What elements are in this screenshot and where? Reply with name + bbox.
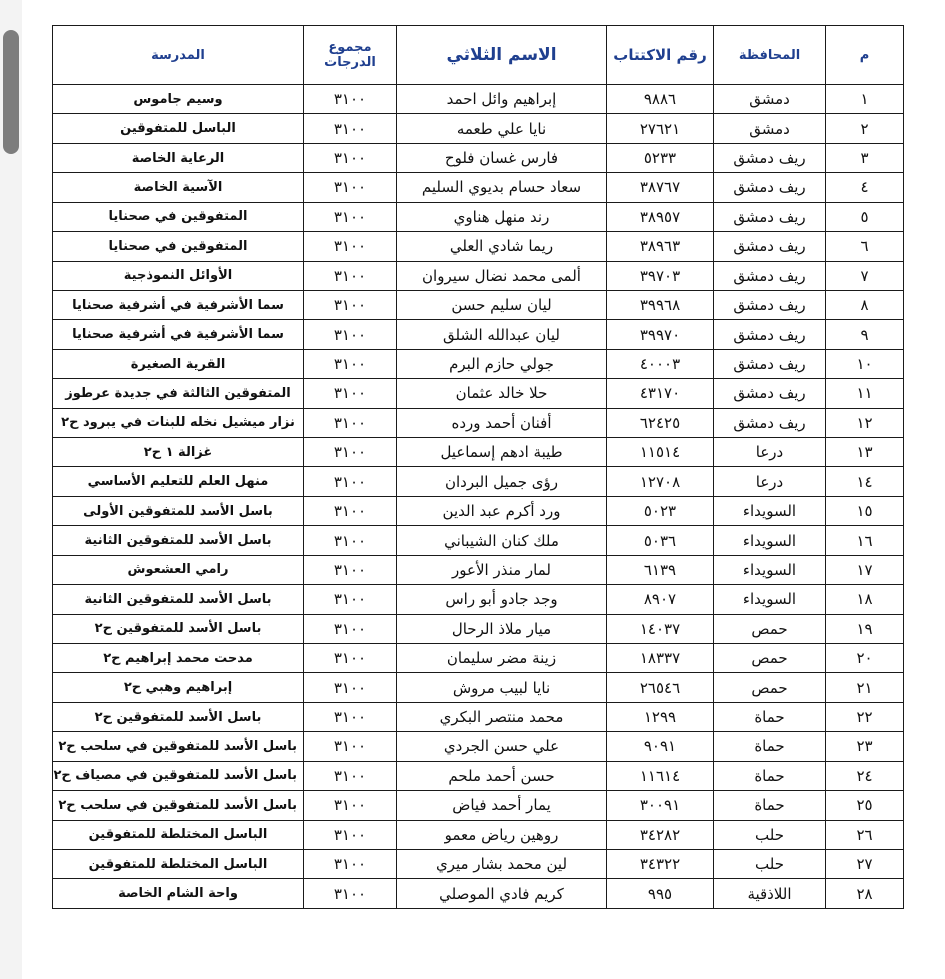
cell-governorate: حمص — [714, 644, 826, 673]
cell-index: ١٧ — [826, 555, 904, 584]
cell-total: ٣١٠٠ — [304, 791, 397, 820]
table-row — [53, 173, 904, 202]
cell-full-name: ليان عبدالله الشلق — [397, 320, 607, 349]
cell-governorate: السويداء — [714, 585, 826, 614]
cell-total: ٣١٠٠ — [304, 555, 397, 584]
table-row — [53, 408, 904, 437]
cell-full-name: علي حسن الجردي — [397, 732, 607, 761]
table-row — [53, 614, 904, 643]
cell-governorate: ريف دمشق — [714, 143, 826, 172]
cell-subscription-number: ١١٥١٤ — [607, 438, 714, 467]
scrollbar-track[interactable] — [0, 0, 22, 979]
cell-subscription-number: ٣٠٠٩١ — [607, 791, 714, 820]
cell-governorate: السويداء — [714, 555, 826, 584]
cell-full-name: سعاد حسام بديوي السليم — [397, 173, 607, 202]
cell-school: المتفوقين في صحنايا — [53, 232, 304, 261]
cell-subscription-number: ٣٩٩٧٠ — [607, 320, 714, 349]
cell-subscription-number: ١١٦١٤ — [607, 761, 714, 790]
cell-subscription-number: ٤٣١٧٠ — [607, 379, 714, 408]
table-row — [53, 644, 904, 673]
table-row — [53, 202, 904, 231]
cell-subscription-number: ٣٨٩٥٧ — [607, 202, 714, 231]
cell-subscription-number: ٣٨٧٦٧ — [607, 173, 714, 202]
cell-subscription-number: ٩٩٥ — [607, 879, 714, 909]
cell-index: ٢٧ — [826, 849, 904, 878]
cell-full-name: ليان سليم حسن — [397, 290, 607, 319]
cell-index: ٥ — [826, 202, 904, 231]
cell-index: ٢٠ — [826, 644, 904, 673]
cell-index: ٩ — [826, 320, 904, 349]
cell-governorate: دمشق — [714, 114, 826, 143]
header-full-name: الاسم الثلاثي — [397, 26, 607, 85]
table-row — [53, 879, 904, 909]
cell-school: باسل الأسد للمتفوقين الثانية — [53, 526, 304, 555]
cell-total: ٣١٠٠ — [304, 85, 397, 114]
cell-governorate: ريف دمشق — [714, 349, 826, 378]
cell-governorate: ريف دمشق — [714, 232, 826, 261]
table-row — [53, 232, 904, 261]
cell-total: ٣١٠٠ — [304, 820, 397, 849]
cell-subscription-number: ٥٠٢٣ — [607, 496, 714, 525]
cell-full-name: رند منهل هناوي — [397, 202, 607, 231]
cell-total: ٣١٠٠ — [304, 379, 397, 408]
cell-subscription-number: ٦٢٤٢٥ — [607, 408, 714, 437]
cell-school: إبراهيم وهبي ح٢ — [53, 673, 304, 702]
cell-school: الآسية الخاصة — [53, 173, 304, 202]
cell-governorate: حمص — [714, 614, 826, 643]
cell-index: ٤ — [826, 173, 904, 202]
cell-school: وسيم جاموس — [53, 85, 304, 114]
cell-governorate: درعا — [714, 467, 826, 496]
cell-governorate: حماة — [714, 732, 826, 761]
cell-index: ٣ — [826, 143, 904, 172]
table-row — [53, 732, 904, 761]
cell-school: الرعاية الخاصة — [53, 143, 304, 172]
cell-total: ٣١٠٠ — [304, 702, 397, 731]
cell-school: الباسل المختلطة للمتفوقين — [53, 849, 304, 878]
cell-index: ٢٦ — [826, 820, 904, 849]
cell-school: الباسل للمتفوقين — [53, 114, 304, 143]
cell-school: باسل الأسد للمتفوقين الأولى — [53, 496, 304, 525]
cell-total: ٣١٠٠ — [304, 879, 397, 909]
header-total — [304, 26, 397, 85]
cell-governorate: ريف دمشق — [714, 261, 826, 290]
cell-subscription-number: ٤٠٠٠٣ — [607, 349, 714, 378]
cell-total: ٣١٠٠ — [304, 261, 397, 290]
table-row — [53, 114, 904, 143]
cell-subscription-number: ٣٩٧٠٣ — [607, 261, 714, 290]
header-total-line2: الدرجات — [324, 55, 376, 70]
cell-total: ٣١٠٠ — [304, 202, 397, 231]
cell-school: غزالة ١ ح٢ — [53, 438, 304, 467]
table-row — [53, 85, 904, 114]
cell-full-name: يمار أحمد فياض — [397, 791, 607, 820]
cell-index: ٨ — [826, 290, 904, 319]
cell-total: ٣١٠٠ — [304, 496, 397, 525]
cell-subscription-number: ٢٦٥٤٦ — [607, 673, 714, 702]
cell-total: ٣١٠٠ — [304, 232, 397, 261]
cell-governorate: ريف دمشق — [714, 408, 826, 437]
table-row — [53, 349, 904, 378]
cell-index: ٢٨ — [826, 879, 904, 909]
cell-school: منهل العلم للتعليم الأساسي — [53, 467, 304, 496]
cell-index: ١ — [826, 85, 904, 114]
table-row — [53, 585, 904, 614]
cell-total: ٣١٠٠ — [304, 467, 397, 496]
cell-index: ٢٤ — [826, 761, 904, 790]
header-total-line1: مجموع — [328, 40, 372, 55]
cell-total: ٣١٠٠ — [304, 673, 397, 702]
cell-full-name: فارس غسان فلوح — [397, 143, 607, 172]
cell-total: ٣١٠٠ — [304, 761, 397, 790]
table-row — [53, 673, 904, 702]
cell-governorate: حلب — [714, 820, 826, 849]
header-index: م — [826, 26, 904, 85]
results-table — [52, 25, 904, 909]
cell-governorate: السويداء — [714, 496, 826, 525]
cell-school: القرية الصغيرة — [53, 349, 304, 378]
cell-full-name: طيبة ادهم إسماعيل — [397, 438, 607, 467]
cell-governorate: ريف دمشق — [714, 290, 826, 319]
cell-full-name: زينة مضر سليمان — [397, 644, 607, 673]
table-row — [53, 261, 904, 290]
cell-school: الأوائل النموذجية — [53, 261, 304, 290]
cell-full-name: حسن أحمد ملحم — [397, 761, 607, 790]
cell-total: ٣١٠٠ — [304, 349, 397, 378]
cell-governorate: درعا — [714, 438, 826, 467]
cell-total: ٣١٠٠ — [304, 143, 397, 172]
cell-governorate: حماة — [714, 761, 826, 790]
cell-index: ١٣ — [826, 438, 904, 467]
cell-school: باسل الأسد للمتفوقين ح٢ — [53, 614, 304, 643]
header-row — [53, 26, 904, 85]
cell-school: مدحت محمد إبراهيم ح٢ — [53, 644, 304, 673]
cell-governorate: ريف دمشق — [714, 202, 826, 231]
cell-governorate: دمشق — [714, 85, 826, 114]
cell-total: ٣١٠٠ — [304, 614, 397, 643]
cell-total: ٣١٠٠ — [304, 438, 397, 467]
cell-school: سما الأشرفية في أشرفية صحنايا — [53, 320, 304, 349]
cell-subscription-number: ١٢٧٠٨ — [607, 467, 714, 496]
cell-total: ٣١٠٠ — [304, 732, 397, 761]
cell-school: باسل الأسد للمتفوقين في سلحب ح٢ — [53, 732, 304, 761]
table-row — [53, 820, 904, 849]
table-row — [53, 761, 904, 790]
scrollbar-thumb[interactable] — [3, 30, 19, 154]
table-row — [53, 320, 904, 349]
cell-index: ٦ — [826, 232, 904, 261]
cell-school: المتفوقين الثالثة في جديدة عرطوز — [53, 379, 304, 408]
cell-school: باسل الأسد للمتفوقين في مصياف ح٢ — [53, 761, 304, 790]
cell-subscription-number: ٩٠٩١ — [607, 732, 714, 761]
cell-full-name: وجد جادو أبو راس — [397, 585, 607, 614]
cell-governorate: السويداء — [714, 526, 826, 555]
cell-total: ٣١٠٠ — [304, 585, 397, 614]
header-subscription-number: رقم الاكتتاب — [607, 26, 714, 85]
header-school: المدرسة — [53, 26, 304, 85]
cell-total: ٣١٠٠ — [304, 526, 397, 555]
cell-index: ٢٣ — [826, 732, 904, 761]
cell-school: سما الأشرفية في أشرفية صحنايا — [53, 290, 304, 319]
table-row — [53, 379, 904, 408]
cell-total: ٣١٠٠ — [304, 173, 397, 202]
cell-full-name: ريما شادي العلي — [397, 232, 607, 261]
cell-index: ٢١ — [826, 673, 904, 702]
cell-subscription-number: ٣٨٩٦٣ — [607, 232, 714, 261]
table-row — [53, 791, 904, 820]
cell-full-name: كريم فادي الموصلي — [397, 879, 607, 909]
cell-full-name: حلا خالد عثمان — [397, 379, 607, 408]
cell-subscription-number: ١٤٠٣٧ — [607, 614, 714, 643]
table-row — [53, 143, 904, 172]
cell-total: ٣١٠٠ — [304, 644, 397, 673]
table-row — [53, 467, 904, 496]
cell-governorate: حماة — [714, 791, 826, 820]
cell-total: ٣١٠٠ — [304, 114, 397, 143]
cell-full-name: محمد منتصر البكري — [397, 702, 607, 731]
table-row — [53, 496, 904, 525]
cell-school: الباسل المختلطة للمتفوقين — [53, 820, 304, 849]
cell-index: ٧ — [826, 261, 904, 290]
cell-subscription-number: ٣٤٣٢٢ — [607, 849, 714, 878]
header-governorate: المحافظة — [714, 26, 826, 85]
cell-full-name: ألمى محمد نضال سيروان — [397, 261, 607, 290]
cell-subscription-number: ٣٩٩٦٨ — [607, 290, 714, 319]
table-row — [53, 526, 904, 555]
cell-subscription-number: ٦١٣٩ — [607, 555, 714, 584]
cell-full-name: روهين رياض معمو — [397, 820, 607, 849]
cell-full-name: رؤى جميل البردان — [397, 467, 607, 496]
cell-school: رامي العشعوش — [53, 555, 304, 584]
table-row — [53, 555, 904, 584]
cell-index: ١٥ — [826, 496, 904, 525]
cell-index: ١٢ — [826, 408, 904, 437]
cell-full-name: ميار ملاذ الرحال — [397, 614, 607, 643]
cell-governorate: حمص — [714, 673, 826, 702]
cell-school: باسل الأسد للمتفوقين ح٢ — [53, 702, 304, 731]
cell-school: باسل الأسد للمتفوقين في سلحب ح٢ — [53, 791, 304, 820]
cell-governorate: ريف دمشق — [714, 320, 826, 349]
cell-total: ٣١٠٠ — [304, 408, 397, 437]
cell-subscription-number: ٥٢٣٣ — [607, 143, 714, 172]
cell-school: المتفوقين في صحنايا — [53, 202, 304, 231]
cell-governorate: ريف دمشق — [714, 173, 826, 202]
cell-full-name: لمار منذر الأعور — [397, 555, 607, 584]
cell-full-name: جولي حازم البرم — [397, 349, 607, 378]
cell-subscription-number: ١٨٣٣٧ — [607, 644, 714, 673]
cell-total: ٣١٠٠ — [304, 320, 397, 349]
cell-subscription-number: ٩٨٨٦ — [607, 85, 714, 114]
cell-total: ٣١٠٠ — [304, 849, 397, 878]
cell-full-name: نايا علي طعمه — [397, 114, 607, 143]
cell-school: واحة الشام الخاصة — [53, 879, 304, 909]
cell-full-name: أفنان أحمد ورده — [397, 408, 607, 437]
cell-subscription-number: ٢٧٦٢١ — [607, 114, 714, 143]
cell-school: نزار ميشيل نخله للبنات في يبرود ح٢ — [53, 408, 304, 437]
cell-full-name: ملك كنان الشيباني — [397, 526, 607, 555]
cell-subscription-number: ٨٩٠٧ — [607, 585, 714, 614]
cell-index: ١٠ — [826, 349, 904, 378]
cell-index: ١٨ — [826, 585, 904, 614]
cell-full-name: ورد أكرم عبد الدين — [397, 496, 607, 525]
cell-governorate: ريف دمشق — [714, 379, 826, 408]
table-row — [53, 702, 904, 731]
cell-governorate: حماة — [714, 702, 826, 731]
table-row — [53, 438, 904, 467]
cell-subscription-number: ٣٤٢٨٢ — [607, 820, 714, 849]
cell-governorate: حلب — [714, 849, 826, 878]
cell-index: ١١ — [826, 379, 904, 408]
table-row — [53, 849, 904, 878]
cell-index: ٢٢ — [826, 702, 904, 731]
cell-index: ٢ — [826, 114, 904, 143]
cell-index: ١٤ — [826, 467, 904, 496]
cell-index: ١٦ — [826, 526, 904, 555]
cell-subscription-number: ٥٠٣٦ — [607, 526, 714, 555]
cell-school: باسل الأسد للمتفوقين الثانية — [53, 585, 304, 614]
cell-full-name: إبراهيم وائل احمد — [397, 85, 607, 114]
cell-full-name: لين محمد بشار ميري — [397, 849, 607, 878]
cell-total: ٣١٠٠ — [304, 290, 397, 319]
cell-full-name: نايا لبيب مروش — [397, 673, 607, 702]
cell-governorate: اللاذقية — [714, 879, 826, 909]
cell-index: ٢٥ — [826, 791, 904, 820]
cell-subscription-number: ١٢٩٩ — [607, 702, 714, 731]
table-row — [53, 290, 904, 319]
cell-index: ١٩ — [826, 614, 904, 643]
